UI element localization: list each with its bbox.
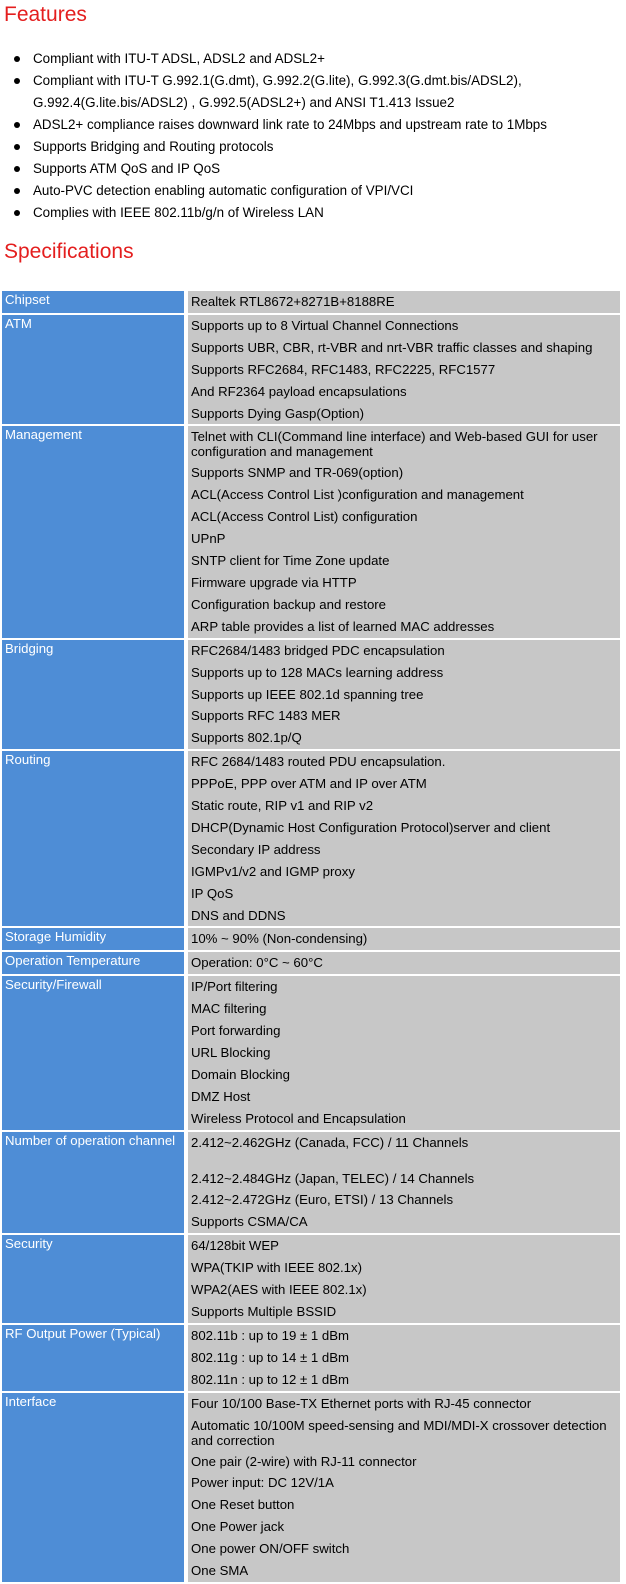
spec-value-line: 2.412~2.484GHz (Japan, TELEC) / 14 Channels xyxy=(191,1170,475,1186)
spec-value-line: Operation: 0°C ~ 60°C xyxy=(191,955,323,971)
spec-value-line: Telnet with CLI(Command line interface) and Web-based GUI for user configuration and management xyxy=(191,429,598,460)
spec-value-line: Supports up to 128 MACs learning address xyxy=(191,664,444,680)
spec-key: ATM xyxy=(2,315,188,425)
spec-value-line: ARP table provides a list of learned MAC addresses xyxy=(191,618,495,634)
spec-value xyxy=(188,952,620,974)
spec-value xyxy=(188,315,620,425)
spec-value xyxy=(188,976,620,1129)
spec-value-line: Supports Dying Gasp(Option) xyxy=(191,405,364,421)
spec-value-line: IP/Port filtering xyxy=(191,979,278,995)
feature-text: Auto-PVC detection enabling automatic configuration of VPI/VCI xyxy=(33,183,414,198)
bullet-icon xyxy=(14,144,20,150)
spec-value-line: DHCP(Dynamic Host Configuration Protocol)server and client xyxy=(191,819,551,835)
spec-key: Number of operation channel xyxy=(2,1132,188,1234)
spec-value-line: One Power jack xyxy=(191,1519,285,1535)
spec-value-line: WPA2(AES with IEEE 802.1x) xyxy=(191,1282,367,1298)
spec-value-line: UPnP xyxy=(191,531,226,547)
spec-value-line: URL Blocking xyxy=(191,1045,271,1060)
spec-value xyxy=(188,1393,620,1582)
spec-value xyxy=(188,640,620,750)
spec-row xyxy=(2,1235,620,1323)
spec-row xyxy=(2,952,620,974)
spec-value-line: Port forwarding xyxy=(191,1023,281,1039)
feature-text: Compliant with ITU-T ADSL, ADSL2 and ADSL2+ xyxy=(33,51,325,66)
spec-value-line: 802.11n : up to 12 ± 1 dBm xyxy=(191,1371,350,1387)
spec-key: Storage Humidity xyxy=(2,928,188,950)
feature-text: Complies with IEEE 802.11b/g/n of Wireless LAN xyxy=(33,205,324,220)
spec-value-line: 2.412~2.462GHz (Canada, FCC) / 11 Channels xyxy=(191,1134,469,1150)
spec-value-line: Domain Blocking xyxy=(191,1066,290,1082)
spec-value-line: Secondary IP address xyxy=(191,841,321,857)
spec-value xyxy=(188,426,620,637)
features-heading: Features xyxy=(4,3,87,26)
feature-item xyxy=(0,180,610,202)
spec-value-line: 2.412~2.472GHz (Euro, ETSI) / 13 Channels xyxy=(191,1192,454,1208)
spec-value xyxy=(188,291,620,313)
specifications-table xyxy=(2,289,620,1584)
spec-row xyxy=(2,291,620,313)
spec-value-line: ACL(Access Control List) configuration xyxy=(191,509,418,525)
bullet-icon xyxy=(14,188,20,194)
feature-item xyxy=(0,158,610,180)
spec-value-line: Configuration backup and restore xyxy=(191,596,387,612)
spec-row xyxy=(2,640,620,750)
spec-row xyxy=(2,426,620,637)
spec-value xyxy=(188,751,620,926)
spec-value-line: Automatic 10/100M speed-sensing and MDI/MDI-X crossover detection and correction xyxy=(191,1417,607,1448)
feature-text: ADSL2+ compliance raises downward link rate to 24Mbps and upstream rate to 1Mbps xyxy=(33,117,547,132)
bullet-icon xyxy=(14,166,20,172)
spec-key: Security/Firewall xyxy=(2,976,188,1129)
spec-value-line: RFC 2684/1483 routed PDU encapsulation. xyxy=(191,754,446,770)
spec-key: Chipset xyxy=(2,291,188,313)
spec-value-line: Supports UBR, CBR, rt-VBR and nrt-VBR traffic classes and shaping xyxy=(191,339,593,355)
feature-text: Compliant with ITU-T G.992.1(G.dmt), G.992.2(G.lite), G.992.3(G.dmt.bis/ADSL2), G.992.4(G.lite.bis/ADSL2) , G.992.5(ADSL2+) and ANSI T1.413 Issue2 xyxy=(33,73,522,110)
spec-value-line: 10% ~ 90% (Non-condensing) xyxy=(191,931,368,947)
spec-value xyxy=(188,1325,620,1391)
spec-row xyxy=(2,1132,620,1234)
spec-value xyxy=(188,928,620,950)
spec-key: Operation Temperature xyxy=(2,952,188,974)
spec-value-line: Wireless Protocol and Encapsulation xyxy=(191,1110,406,1126)
feature-item xyxy=(0,202,610,224)
feature-text: Supports Bridging and Routing protocols xyxy=(33,139,274,154)
spec-key: Interface xyxy=(2,1393,188,1582)
spec-value-line: Supports RFC 1483 MER xyxy=(191,708,341,724)
spec-value-line: ACL(Access Control List )configuration and management xyxy=(191,487,524,503)
spec-value-line: Supports up IEEE 802.1d spanning tree xyxy=(191,686,424,702)
spec-value-line: And RF2364 payload encapsulations xyxy=(191,383,407,399)
spec-value-line: Power input: DC 12V/1A xyxy=(191,1475,334,1491)
feature-item xyxy=(0,136,610,158)
spec-key: Security xyxy=(2,1235,188,1323)
spec-value-line: Supports RFC2684, RFC1483, RFC2225, RFC1577 xyxy=(191,361,496,377)
spec-value-line: SNTP client for Time Zone update xyxy=(191,553,390,569)
spec-value-line: IP QoS xyxy=(191,885,234,901)
spec-value-line: DMZ Host xyxy=(191,1088,251,1104)
spec-value-line: Four 10/100 Base-TX Ethernet ports with RJ-45 connector xyxy=(191,1395,532,1411)
spec-value-line: DNS and DDNS xyxy=(191,907,286,923)
specifications-table-body xyxy=(2,291,620,1582)
spec-key: Routing xyxy=(2,751,188,926)
spec-row xyxy=(2,928,620,950)
feature-item xyxy=(0,48,610,70)
spec-value-line: Supports up to 8 Virtual Channel Connections xyxy=(191,317,459,333)
spec-value-line: Supports CSMA/CA xyxy=(191,1214,308,1230)
spec-value-line: One power ON/OFF switch xyxy=(191,1541,350,1557)
spec-value-line: Realtek RTL8672+8271B+8188RE xyxy=(191,294,395,309)
feature-item xyxy=(0,70,610,114)
spec-value xyxy=(188,1132,620,1234)
spec-value-spacer xyxy=(191,1154,616,1168)
spec-value-line: 802.11g : up to 14 ± 1 dBm xyxy=(191,1349,350,1365)
spec-value-line: 802.11b : up to 19 ± 1 dBm xyxy=(191,1327,350,1343)
feature-text: Supports ATM QoS and IP QoS xyxy=(33,161,221,176)
spec-value-line: Supports 802.1p/Q xyxy=(191,730,302,746)
spec-row xyxy=(2,976,620,1129)
spec-key: Bridging xyxy=(2,640,188,750)
spec-value-line: Supports Multiple BSSID xyxy=(191,1303,337,1319)
spec-value-line: WPA(TKIP with IEEE 802.1x) xyxy=(191,1260,363,1276)
spec-row xyxy=(2,1393,620,1582)
spec-value-line: RFC2684/1483 bridged PDC encapsulation xyxy=(191,642,445,658)
spec-key: RF Output Power (Typical) xyxy=(2,1325,188,1391)
spec-value xyxy=(188,1235,620,1323)
spec-row xyxy=(2,315,620,425)
spec-value-line: IGMPv1/v2 and IGMP proxy xyxy=(191,863,355,879)
spec-value-line: Supports SNMP and TR-069(option) xyxy=(191,465,404,481)
bullet-icon xyxy=(14,210,20,216)
spec-value-line: One pair (2-wire) with RJ-11 connector xyxy=(191,1453,417,1469)
spec-value-line: Firmware upgrade via HTTP xyxy=(191,574,357,590)
bullet-icon xyxy=(14,78,20,84)
bullet-icon xyxy=(14,122,20,128)
spec-value-line: 64/128bit WEP xyxy=(191,1238,279,1254)
spec-value-line: PPPoE, PPP over ATM and IP over ATM xyxy=(191,776,427,792)
spec-value-line: Static route, RIP v1 and RIP v2 xyxy=(191,798,374,814)
spec-value-line: MAC filtering xyxy=(191,1001,267,1017)
spec-value-line: One Reset button xyxy=(191,1497,295,1513)
spec-row xyxy=(2,1325,620,1391)
spec-key: Management xyxy=(2,426,188,637)
spec-row xyxy=(2,751,620,926)
spec-value-line: One SMA xyxy=(191,1563,249,1579)
specifications-heading: Specifications xyxy=(4,240,134,263)
bullet-icon xyxy=(14,56,20,62)
feature-item xyxy=(0,114,610,136)
features-list xyxy=(0,48,610,224)
